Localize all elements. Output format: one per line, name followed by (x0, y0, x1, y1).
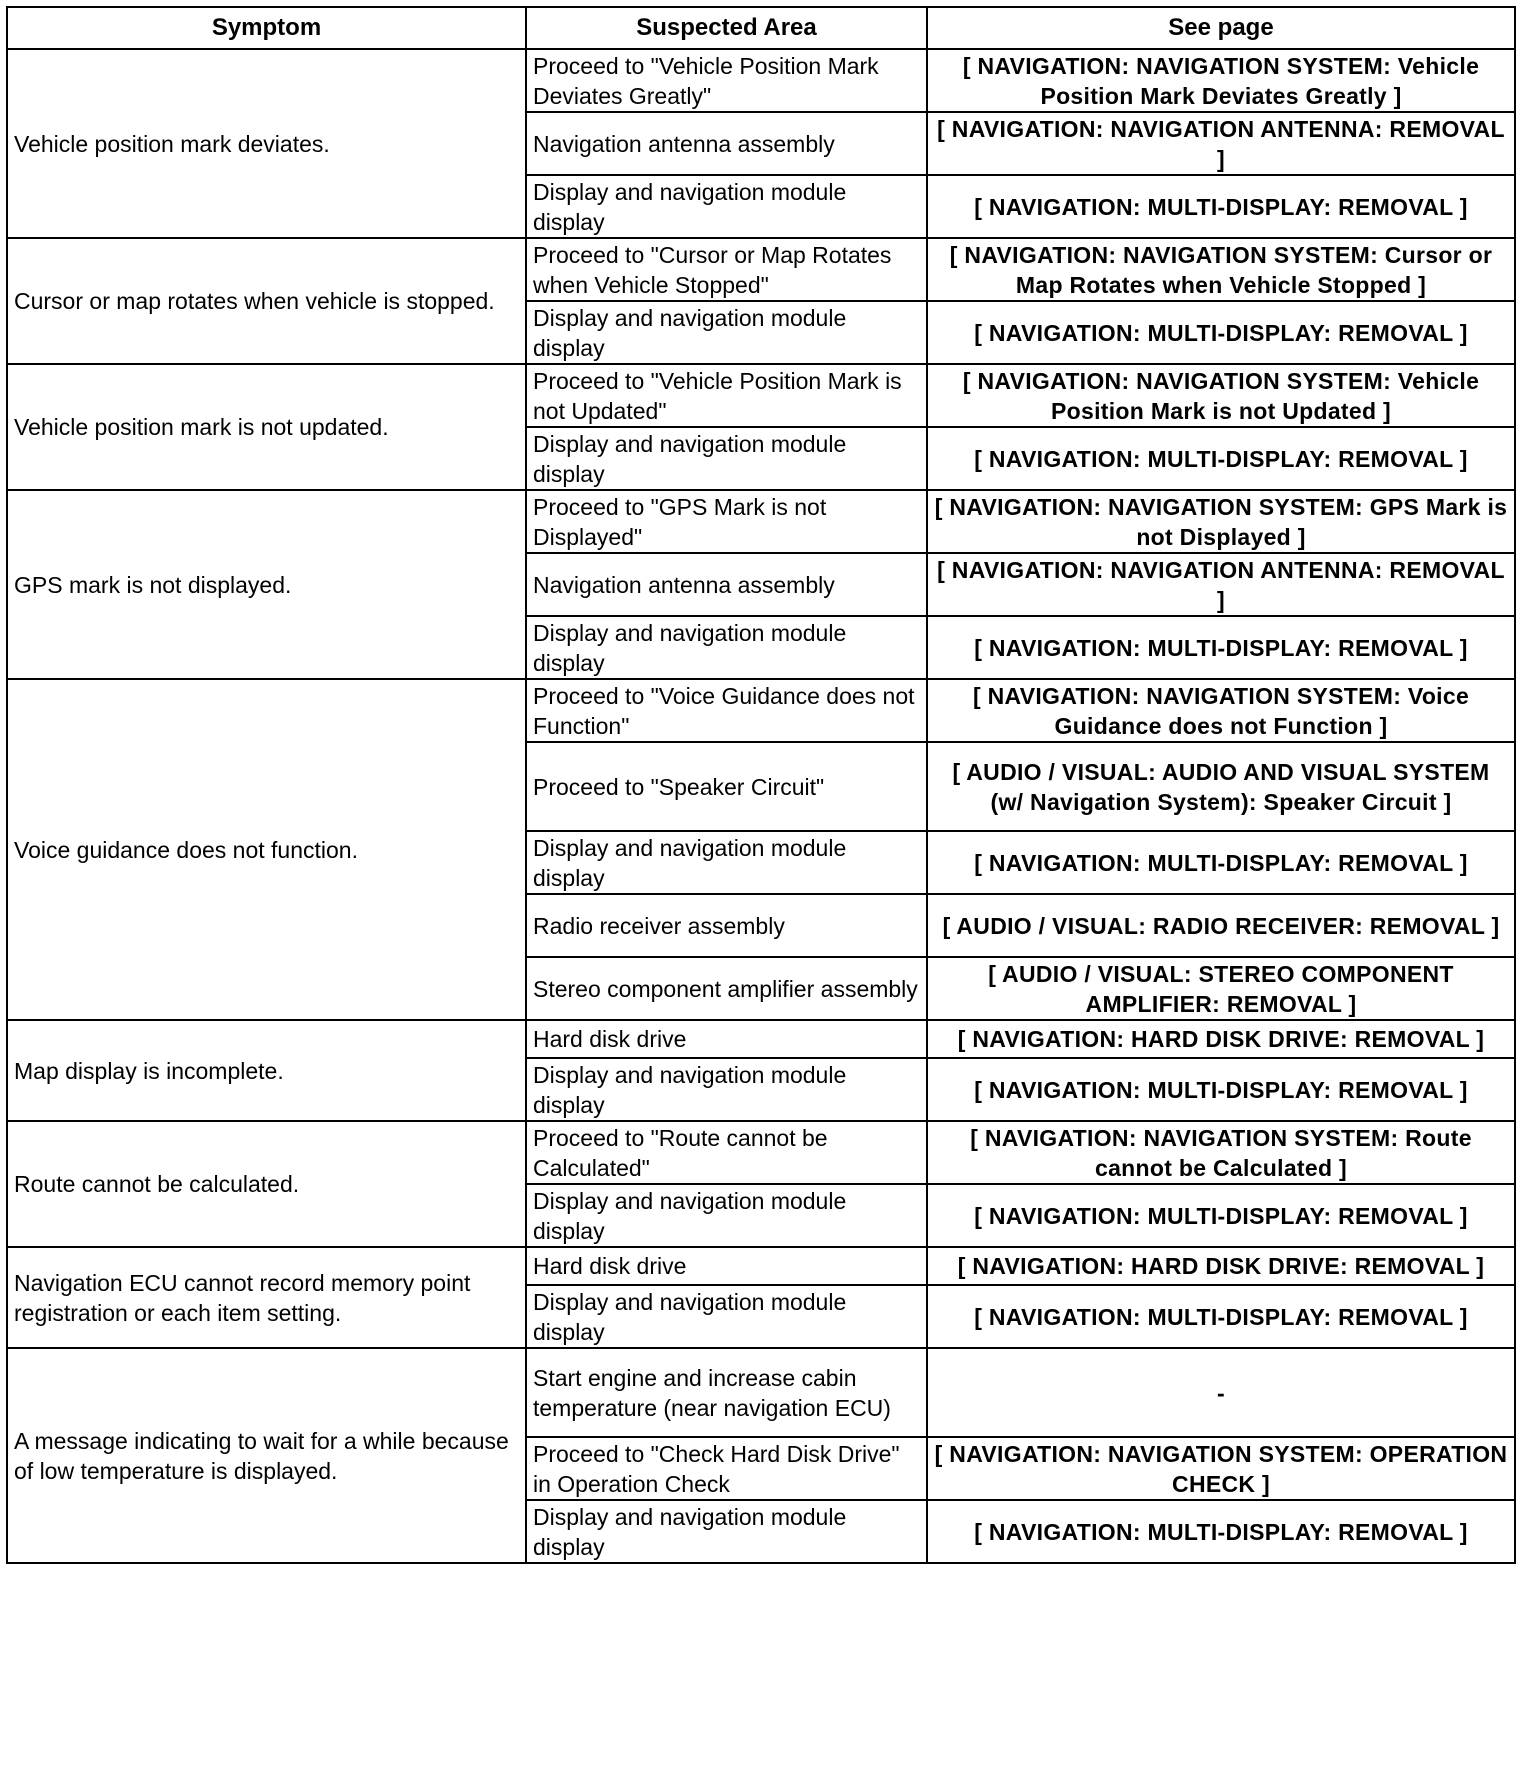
suspected-area-cell: Proceed to "Cursor or Map Rotates when Vehicle Stopped" (526, 238, 927, 301)
see-page-cell: [ AUDIO / VISUAL: STEREO COMPONENT AMPLIFIER: REMOVAL ] (927, 957, 1515, 1020)
table-row (7, 1020, 1515, 1058)
see-page-cell: [ NAVIGATION: NAVIGATION ANTENNA: REMOVAL ] (927, 112, 1515, 175)
see-page-cell: [ NAVIGATION: HARD DISK DRIVE: REMOVAL ] (927, 1247, 1515, 1285)
suspected-area-cell: Display and navigation module display (526, 1500, 927, 1563)
table-row (7, 364, 1515, 427)
suspected-area-cell: Navigation antenna assembly (526, 553, 927, 616)
see-page-cell: [ NAVIGATION: NAVIGATION SYSTEM: Voice Guidance does not Function ] (927, 679, 1515, 742)
see-page-cell: [ AUDIO / VISUAL: RADIO RECEIVER: REMOVAL ] (927, 894, 1515, 957)
see-page-cell: [ NAVIGATION: NAVIGATION SYSTEM: Route cannot be Calculated ] (927, 1121, 1515, 1184)
suspected-area-cell: Display and navigation module display (526, 1285, 927, 1348)
symptom-cell: Vehicle position mark deviates. (7, 49, 526, 238)
table-row (7, 1348, 1515, 1437)
table-row (7, 679, 1515, 742)
suspected-area-cell: Hard disk drive (526, 1020, 927, 1058)
suspected-area-cell: Proceed to "Vehicle Position Mark is not Updated" (526, 364, 927, 427)
see-page-cell: [ NAVIGATION: HARD DISK DRIVE: REMOVAL ] (927, 1020, 1515, 1058)
symptom-cell: Map display is incomplete. (7, 1020, 526, 1121)
suspected-area-cell: Proceed to "Check Hard Disk Drive" in Operation Check (526, 1437, 927, 1500)
see-page-cell: [ NAVIGATION: MULTI-DISPLAY: REMOVAL ] (927, 427, 1515, 490)
header-suspected-area: Suspected Area (526, 7, 927, 49)
symptom-cell: Route cannot be calculated. (7, 1121, 526, 1247)
suspected-area-cell: Display and navigation module display (526, 301, 927, 364)
table-row (7, 49, 1515, 112)
suspected-area-cell: Display and navigation module display (526, 616, 927, 679)
table-row (7, 1121, 1515, 1184)
header-symptom: Symptom (7, 7, 526, 49)
suspected-area-cell: Stereo component amplifier assembly (526, 957, 927, 1020)
see-page-cell: [ NAVIGATION: MULTI-DISPLAY: REMOVAL ] (927, 1058, 1515, 1121)
suspected-area-cell: Display and navigation module display (526, 175, 927, 238)
symptom-cell: GPS mark is not displayed. (7, 490, 526, 679)
see-page-cell: [ NAVIGATION: NAVIGATION SYSTEM: Vehicle Position Mark Deviates Greatly ] (927, 49, 1515, 112)
see-page-cell: [ NAVIGATION: MULTI-DISPLAY: REMOVAL ] (927, 1500, 1515, 1563)
see-page-cell: [ NAVIGATION: MULTI-DISPLAY: REMOVAL ] (927, 616, 1515, 679)
suspected-area-cell: Proceed to "Voice Guidance does not Function" (526, 679, 927, 742)
see-page-cell: - (927, 1348, 1515, 1437)
see-page-cell: [ NAVIGATION: MULTI-DISPLAY: REMOVAL ] (927, 175, 1515, 238)
header-see-page: See page (927, 7, 1515, 49)
suspected-area-cell: Proceed to "Vehicle Position Mark Deviates Greatly" (526, 49, 927, 112)
see-page-cell: [ NAVIGATION: MULTI-DISPLAY: REMOVAL ] (927, 1184, 1515, 1247)
suspected-area-cell: Proceed to "Route cannot be Calculated" (526, 1121, 927, 1184)
see-page-cell: [ NAVIGATION: NAVIGATION SYSTEM: GPS Mark is not Displayed ] (927, 490, 1515, 553)
table-body (7, 49, 1515, 1563)
see-page-cell: [ NAVIGATION: NAVIGATION ANTENNA: REMOVAL ] (927, 553, 1515, 616)
see-page-cell: [ AUDIO / VISUAL: AUDIO AND VISUAL SYSTEM (w/ Navigation System): Speaker Circuit ] (927, 742, 1515, 831)
header-row (7, 7, 1515, 49)
table-row (7, 238, 1515, 301)
suspected-area-cell: Hard disk drive (526, 1247, 927, 1285)
symptom-cell: Vehicle position mark is not updated. (7, 364, 526, 490)
suspected-area-cell: Display and navigation module display (526, 427, 927, 490)
suspected-area-cell: Navigation antenna assembly (526, 112, 927, 175)
suspected-area-cell: Start engine and increase cabin temperature (near navigation ECU) (526, 1348, 927, 1437)
see-page-cell: [ NAVIGATION: MULTI-DISPLAY: REMOVAL ] (927, 831, 1515, 894)
symptom-cell: Voice guidance does not function. (7, 679, 526, 1020)
see-page-cell: [ NAVIGATION: NAVIGATION SYSTEM: Vehicle Position Mark is not Updated ] (927, 364, 1515, 427)
see-page-cell: [ NAVIGATION: NAVIGATION SYSTEM: Cursor or Map Rotates when Vehicle Stopped ] (927, 238, 1515, 301)
see-page-cell: [ NAVIGATION: MULTI-DISPLAY: REMOVAL ] (927, 1285, 1515, 1348)
suspected-area-cell: Proceed to "GPS Mark is not Displayed" (526, 490, 927, 553)
symptom-cell: Navigation ECU cannot record memory point registration or each item setting. (7, 1247, 526, 1348)
suspected-area-cell: Radio receiver assembly (526, 894, 927, 957)
symptom-cell: A message indicating to wait for a while because of low temperature is displayed. (7, 1348, 526, 1563)
symptom-table (6, 6, 1516, 1564)
see-page-cell: [ NAVIGATION: MULTI-DISPLAY: REMOVAL ] (927, 301, 1515, 364)
suspected-area-cell: Proceed to "Speaker Circuit" (526, 742, 927, 831)
symptom-cell: Cursor or map rotates when vehicle is stopped. (7, 238, 526, 364)
table-row (7, 490, 1515, 553)
suspected-area-cell: Display and navigation module display (526, 831, 927, 894)
page-container (6, 6, 1516, 1564)
table-row (7, 1247, 1515, 1285)
see-page-cell: [ NAVIGATION: NAVIGATION SYSTEM: OPERATION CHECK ] (927, 1437, 1515, 1500)
suspected-area-cell: Display and navigation module display (526, 1184, 927, 1247)
suspected-area-cell: Display and navigation module display (526, 1058, 927, 1121)
